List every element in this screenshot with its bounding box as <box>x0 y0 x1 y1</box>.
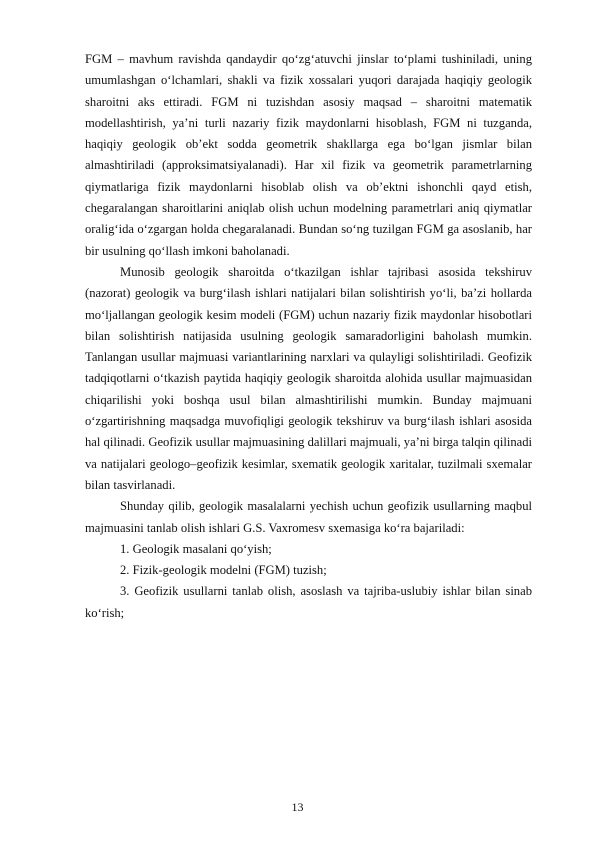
list-item-1: 1. Geologik masalani qo‘yish; <box>120 541 272 556</box>
paragraph-method-evaluation: Munosib geologik sharoitda o‘tkazilgan ishlar tajribasi asosida tekshiruv (nazorat) geologik va burg‘ilash ishlari natijalari bilan solishtirish yo‘li, ba’zi hollarda mo‘ljallangan geologik kesim modeli (FGM) uchun nazariy fizik maydonlar hisobotlari bilan solishtirish natijasida usulning geologik samaradorligini baholash mumkin. Tanlangan usullar majmuasi variantlarining narxlari va qulayligi solishtiriladi. Geofizik tadqiqotlarni o‘tkazish paytida haqiqiy geologik sharoitda alohida usullar majmuasidan chiqarilishi yoki boshqa usul bilan almashtirilishi mumkin. Bunday majmuani o‘zgartirishning maqsadga muvofiqligi geologik tekshiruv va burg‘ilash ishlari asosida hal qilinadi. Geofizik usullar majmuasining dalillari majmuali, ya’ni birga talqin qilinadi va natijalari geologo–geofizik kesimlar, sxematik geologik xaritalar, tuzilmali sxemalar bilan tasvirlanadi. <box>85 264 532 492</box>
paragraph-fgm-definition: FGM – mavhum ravishda qandaydir qo‘zg‘atuvchi jinslar to‘plami tushiniladi, uning umumlashgan o‘lchamlari, shakli va fizik xossalari yuqori darajada haqiqiy geologik sharoitni aks ettiradi. FGM ni tuzishdan asosiy maqsad – sharoitni matematik modellashtirish, ya’ni turli nazariy fizik maydonlarni hisoblash, FGM ni tuzganda, haqiqiy geologik ob’ekt sodda geometrik shakllarga ega bo‘lgan jismlar bilan almashtiriladi (approksimatsiyalanadi). Har xil fizik va geometrik parametrlarning qiymatlariga fizik maydonlarni hisoblab olish va ob’ektni ishonchli qayd etish, chegaralangan sharoitlarini aniqlab olish uchun modelning parametrlari aniq qiymatlar oralig‘ida o‘zgargan holda chegaralanadi. Bundan so‘ng tuzilgan FGM ga asoslanib, har bir usulning qo‘llash imkoni baholanadi. <box>85 52 532 258</box>
page-number: 13 <box>291 800 304 814</box>
document-page <box>85 49 532 624</box>
list-item-2: 2. Fizik-geologik modelni (FGM) tuzish; <box>120 563 327 578</box>
paragraph-method-selection-intro: Shunday qilib, geologik masalalarni yechish uchun geofizik usullarning maqbul majmuasini tanlab olish ishlari G.S. Vaxromesv sxemasiga ko‘ra bajariladi: <box>85 499 532 535</box>
list-item-3: 3. Geofizik usullarni tanlab olish, asoslash va tajriba-uslubiy ishlar bilan sinab ko‘rish; <box>85 584 532 620</box>
